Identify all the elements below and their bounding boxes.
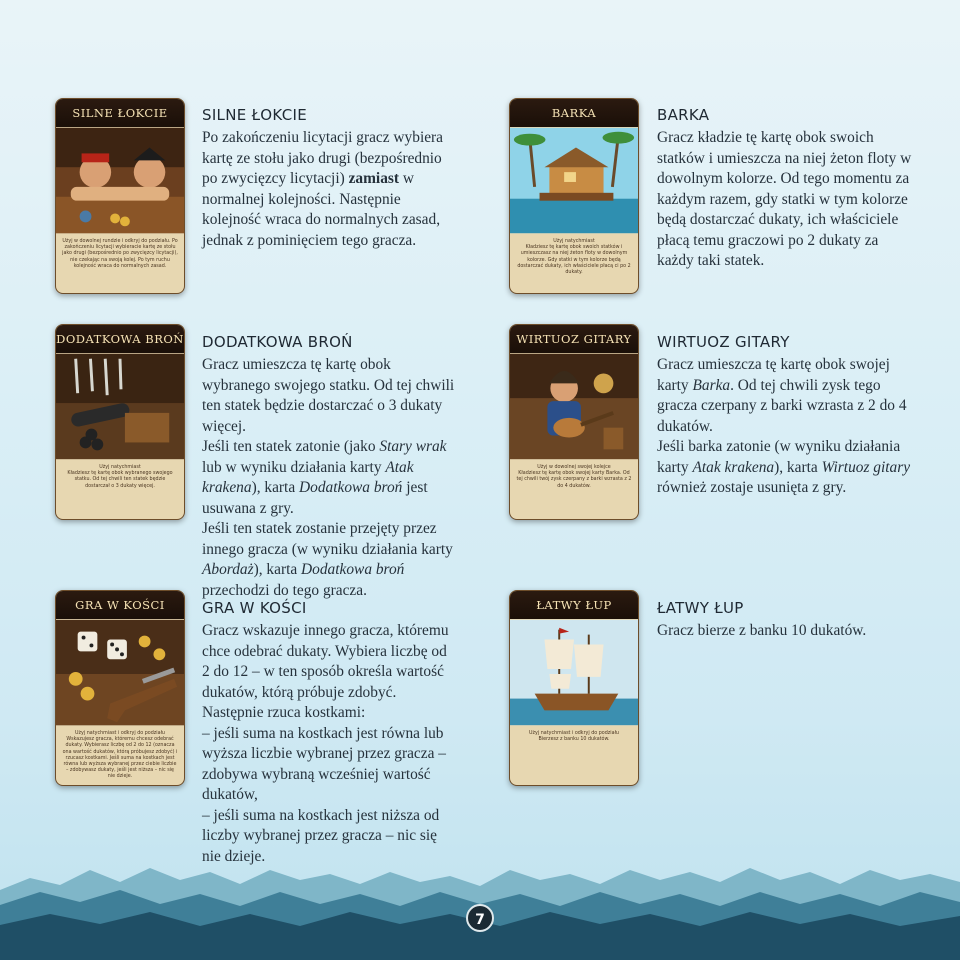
pirates-arm-wrestling-illustration xyxy=(56,127,184,234)
barge-illustration xyxy=(510,127,638,234)
section-title: ŁATWY ŁUP xyxy=(657,599,744,617)
card-wirtuoz-gitary xyxy=(509,324,639,520)
card-illustration xyxy=(56,619,184,726)
section-silne-lokcie xyxy=(202,106,458,251)
card-title: WIRTUOZ GITARY xyxy=(510,325,638,353)
section-text-1: Gracz umieszcza tę kartę obok swojej karty Barka. Od tej chwili zysk tego gracza czerpany z barki wzrasta z 2 do 4 dukatów. xyxy=(657,356,907,435)
card-illustration xyxy=(510,353,638,460)
card-latwy-lup xyxy=(509,590,639,786)
card-text: Użyj w dowolnej swojej kolejce Kładziesz tę kartę obok swojej karty Barka. Od tej chwili twój zysk czerpany z barki wzrasta z 2 do 4 dukatów. xyxy=(516,465,632,489)
section-barka xyxy=(657,106,913,272)
card-title: BARKA xyxy=(510,99,638,127)
section-text-2: Jeśli ten statek zatonie (jako Stary wrak lub w wyniku działania karty Atak krakena), karta Dodatkowa broń jest usuwana z gry. xyxy=(202,438,447,517)
card-illustration xyxy=(510,619,638,726)
card-dodatkowa-bron xyxy=(55,324,185,520)
section-text: Gracz kładzie tę kartę obok swoich statków i umieszcza na niej żeton floty w dowolnym kolorze. Od tego momentu za każdym razem, gdy statki w tym kolorze będą dostarczać dukaty, ich właściciele płacą temu graczowi po 2 dukaty za każdy taki statek. xyxy=(657,129,912,269)
section-gra-w-kosci xyxy=(202,599,458,867)
galleon-ship-illustration xyxy=(510,619,638,726)
section-text-3: Jeśli ten statek zostanie przejęty przez innego gracza (w wyniku działania karty Abordaż), karta Dodatkowa broń przechodzi do tego gracza. xyxy=(202,520,453,599)
card-title: ŁATWY ŁUP xyxy=(510,591,638,619)
page-number: 7 xyxy=(466,904,494,932)
card-title: SILNE ŁOKCIE xyxy=(56,99,184,127)
section-text-2: Jeśli barka zatonie (w wyniku działania karty Atak krakena), karta Wirtuoz gitary również zostaje usunięta z gry. xyxy=(657,438,911,496)
card-illustration xyxy=(56,127,184,234)
section-latwy-lup xyxy=(657,599,913,642)
section-text: Po zakończeniu licytacji gracz wybiera kartę ze stołu jako drugi (bezpośrednio po zwycięzcy licytacji) zamiast w normalnej kolejności. Następnie kolejność wraca do normalnych zasad, jednak z pominięciem tego gracza. xyxy=(202,129,444,249)
card-text: Użyj natychmiast i odkryj do podziału Bierzesz z banku 10 dukatów. xyxy=(529,731,619,743)
section-text-2: – jeśli suma na kostkach jest równa lub wyższa liczbie wybranej przez gracza – zdobywa wybraną wcześniej wartość dukatów, xyxy=(202,724,446,803)
section-dodatkowa-bron xyxy=(202,333,458,601)
section-title: SILNE ŁOKCIE xyxy=(202,106,307,124)
card-text: Użyj natychmiast Kładziesz tę kartę obok swoich statków i umieszczasz na niej żeton floty w dowolnym kolorze. Gdy statki w tym kolorze będą dostarczać dukaty, ich właściciele płacą ci po 2 dukaty. xyxy=(517,239,631,276)
card-barka xyxy=(509,98,639,294)
section-text-3: – jeśli suma na kostkach jest niższa od liczby wybranej przez gracza – nic się nie dzieje. xyxy=(202,806,440,865)
dice-and-pistol-illustration xyxy=(56,619,184,726)
card-text: Użyj w dowolnej rundzie i odkryj do podziału. Po zakończeniu licytacji wybieracie kartę ze stołu jako drugi (bezpośrednio po zwycięzcy licytacji), nie czekając na swoją kolej. Po tym ruchu kolejność wraca do normalnych zasad. xyxy=(62,239,178,269)
cannon-weapons-illustration xyxy=(56,353,184,460)
section-title: WIRTUOZ GITARY xyxy=(657,333,790,351)
card-title: DODATKOWA BROŃ xyxy=(56,325,184,353)
card-illustration xyxy=(56,353,184,460)
section-text-1: Gracz wskazuje innego gracza, któremu chce odebrać dukaty. Wybiera liczbę od 2 do 12 – w ten sposób określa wartość dukatów, którą próbuje zdobyć. Następnie rzuca kostkami: xyxy=(202,622,449,721)
section-title: GRA W KOŚCI xyxy=(202,599,307,617)
section-title: BARKA xyxy=(657,106,710,124)
card-title: GRA W KOŚCI xyxy=(56,591,184,619)
card-gra-w-kosci xyxy=(55,590,185,786)
section-text-1: Gracz umieszcza tę kartę obok wybranego swojego statku. Od tej chwili ten statek będzie dostarczać o 3 dukaty więcej. xyxy=(202,356,455,435)
guitarist-pirate-illustration xyxy=(510,353,638,460)
section-title: DODATKOWA BROŃ xyxy=(202,333,353,351)
card-text: Użyj natychmiast i odkryj do podziału Wskazujesz gracza, któremu chcesz odebrać dukaty. Wybierasz liczbę od 2 do 12 (oznacza ona wartość dukatów, którą próbujesz zdobyć) i rzucasz kostkami. Jeśli suma na kostkach jest równa lub wyższa wybranej przez ciebie liczbie – zdobywasz dukaty, jeśli jest niższa – nic się nie dzieje. xyxy=(62,731,178,780)
section-wirtuoz-gitary xyxy=(657,333,913,499)
section-text: Gracz bierze z banku 10 dukatów. xyxy=(657,622,867,639)
card-silne-lokcie xyxy=(55,98,185,294)
card-text: Użyj natychmiast Kładziesz tę kartę obok wybranego swojego statku. Od tej chwili ten statek będzie dostarczał o 3 dukaty więcej. xyxy=(67,465,173,489)
card-illustration xyxy=(510,127,638,234)
